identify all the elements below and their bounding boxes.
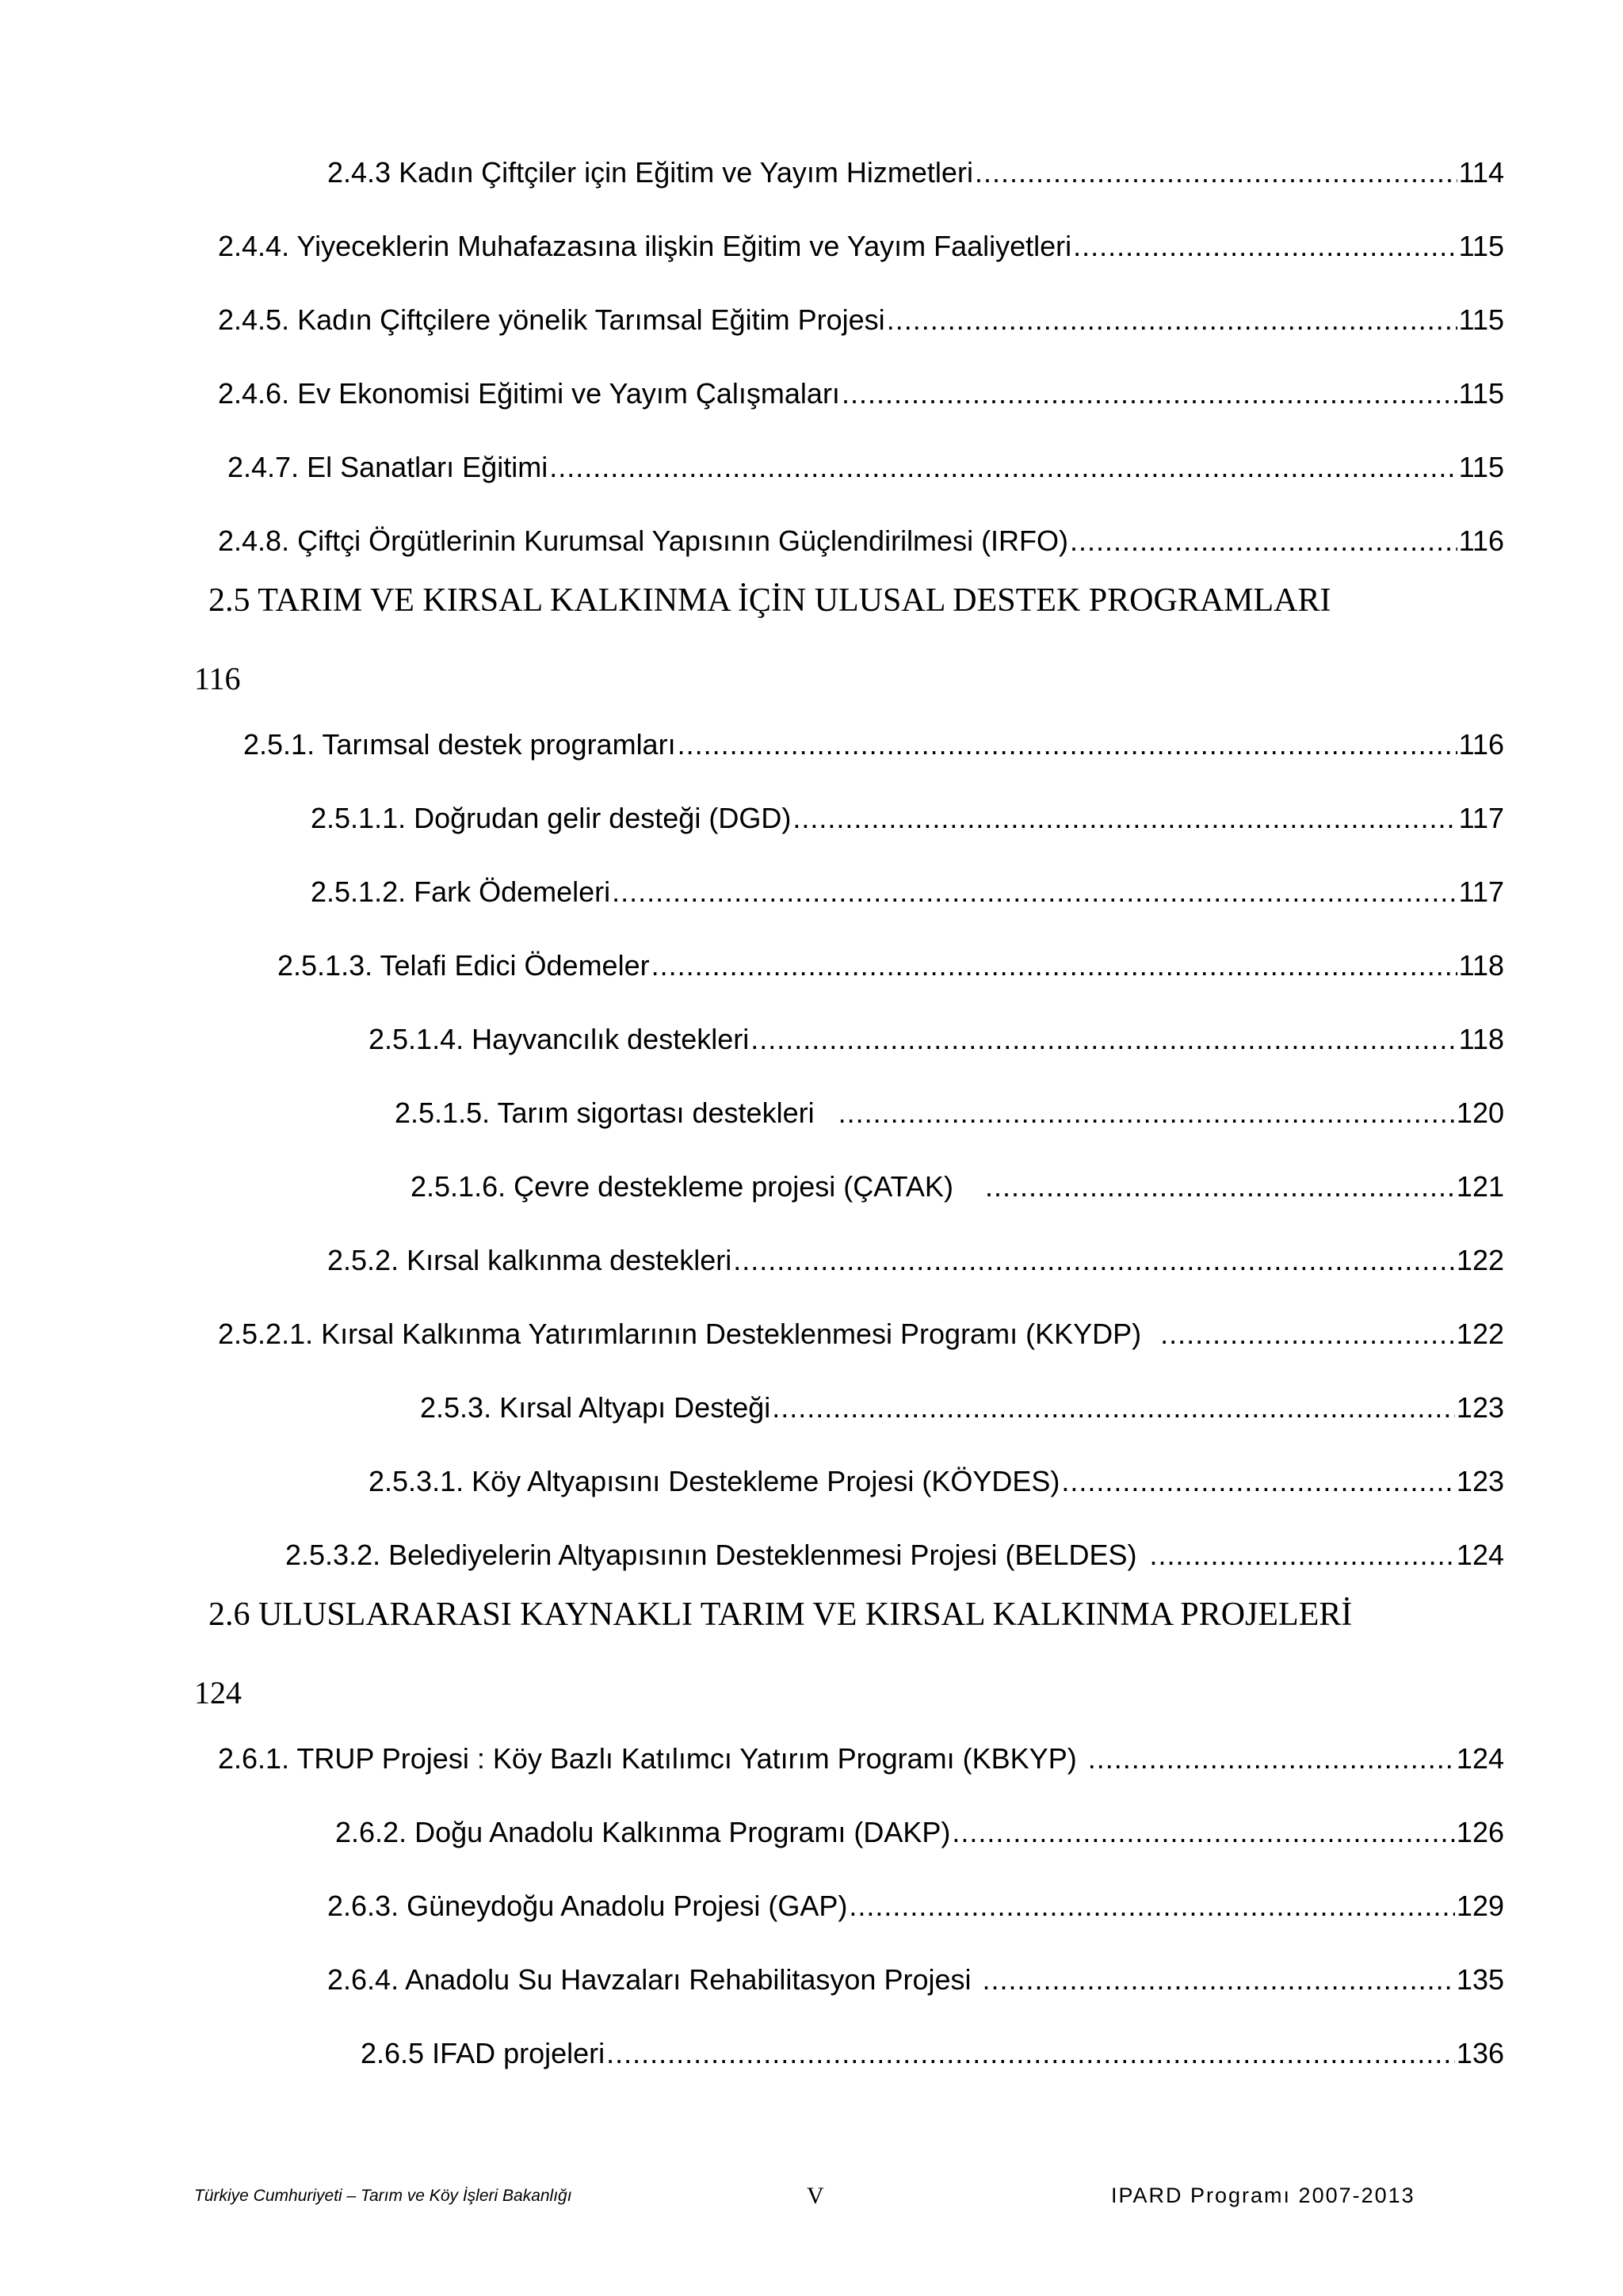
toc-entry-2-6-4[interactable] — [327, 1960, 1504, 2000]
toc-page-number: 129 — [1456, 1890, 1504, 1922]
toc-entry-text: 2.5.1.1. Doğrudan gelir desteği (DGD) — [311, 802, 792, 834]
toc-entry-text: 2.5.1.5. Tarım sigortası destekleri — [395, 1097, 815, 1129]
toc-page-number: 122 — [1456, 1244, 1504, 1276]
toc-page-number: 120 — [1456, 1097, 1504, 1129]
toc-entry-2-4-8[interactable] — [218, 521, 1504, 561]
toc-entry-text: 2.4.6. Ev Ekonomisi Eğitimi ve Yayım Çalışmaları — [218, 377, 840, 410]
toc-entry-2-5-1-2[interactable] — [311, 872, 1504, 912]
dot-leader — [772, 1388, 1455, 1428]
toc-entry-text: 2.4.3 Kadın Çiftçiler için Eğitim ve Yayım Hizmetleri — [327, 156, 973, 189]
dot-leader — [606, 2034, 1455, 2073]
toc-page-number: 115 — [1458, 230, 1504, 262]
toc-page-number: 121 — [1456, 1170, 1504, 1203]
toc-page-number: 126 — [1456, 1816, 1504, 1848]
dot-leader — [1073, 227, 1457, 266]
toc-page-number: 117 — [1458, 875, 1504, 908]
dot-leader — [842, 374, 1457, 414]
dot-leader — [849, 1886, 1455, 1926]
toc-page-number: 115 — [1458, 451, 1504, 483]
dot-leader — [1150, 1535, 1455, 1575]
toc-entry-text: 2.5.2.1. Kırsal Kalkınma Yatırımlarının Desteklenmesi Programı (KKYDP) — [218, 1318, 1142, 1350]
dot-leader — [651, 946, 1457, 986]
toc-entry-text: 2.5.2. Kırsal kalkınma destekleri — [327, 1244, 732, 1276]
dot-leader — [549, 448, 1457, 487]
toc-entry-2-4-6[interactable] — [218, 374, 1504, 414]
toc-page-number: 118 — [1458, 949, 1504, 982]
dot-leader — [887, 300, 1457, 340]
dot-leader — [678, 725, 1457, 765]
toc-page-number: 122 — [1456, 1318, 1504, 1350]
toc-page-number: 123 — [1456, 1391, 1504, 1424]
dot-leader — [838, 1093, 1455, 1133]
dot-leader — [1061, 1462, 1455, 1501]
dot-leader — [982, 1960, 1454, 2000]
toc-page-number: 136 — [1456, 2037, 1504, 2069]
toc-page-number: 116 — [1458, 524, 1504, 557]
toc-entry-2-5-3-1[interactable] — [369, 1462, 1504, 1501]
toc-entry-text: 2.5.1.6. Çevre destekleme projesi (ÇATAK) — [411, 1170, 953, 1203]
toc-entry-text: 2.4.4. Yiyeceklerin Muhafazasına ilişkin Eğitim ve Yayım Faaliyetleri — [218, 230, 1072, 262]
dot-leader — [985, 1167, 1455, 1207]
dot-leader — [792, 799, 1457, 838]
toc-entry-text: 2.4.7. El Sanatları Eğitimi — [227, 451, 548, 483]
section-page-number: 124 — [194, 1675, 242, 1711]
toc-page-number: 114 — [1458, 156, 1504, 189]
dot-leader — [750, 1020, 1457, 1059]
section-heading-2-5[interactable]: 2.5 TARIM VE KIRSAL KALKINMA İÇİN ULUSAL DESTEK PROGRAMLARI — [208, 582, 1331, 619]
footer-page-number: V — [807, 2183, 824, 2209]
dot-leader — [1160, 1314, 1455, 1354]
dot-leader — [733, 1241, 1455, 1280]
toc-entry-2-6-5[interactable] — [361, 2034, 1504, 2073]
toc-page-number: 124 — [1456, 1539, 1504, 1571]
toc-page-number: 116 — [1458, 728, 1504, 761]
toc-entry-2-6-3[interactable] — [327, 1886, 1504, 1926]
toc-entry-text: 2.6.4. Anadolu Su Havzaları Rehabilitasyon Projesi — [327, 1963, 972, 1996]
toc-page-number: 124 — [1456, 1742, 1504, 1775]
toc-entry-2-5-1[interactable] — [243, 725, 1504, 765]
toc-page-number: 115 — [1458, 303, 1504, 336]
toc-entry-text: 2.5.1.2. Fark Ödemeleri — [311, 875, 611, 908]
dot-leader — [952, 1813, 1455, 1852]
toc-entry-2-6-2[interactable] — [335, 1813, 1504, 1852]
toc-page-number: 118 — [1458, 1023, 1504, 1055]
toc-entry-text: 2.5.1.3. Telafi Edici Ödemeler — [277, 949, 650, 982]
toc-entry-2-5-1-6[interactable] — [411, 1167, 1504, 1207]
toc-entry-text: 2.4.5. Kadın Çiftçilere yönelik Tarımsal Eğitim Projesi — [218, 303, 885, 336]
toc-page-number: 123 — [1456, 1465, 1504, 1497]
toc-entry-2-4-7[interactable] — [227, 448, 1504, 487]
footer-ministry-name: Türkiye Cumhuriyeti – Tarım ve Köy İşleri Bakanlığı — [194, 2187, 572, 2205]
toc-entry-2-5-2[interactable] — [327, 1241, 1504, 1280]
toc-entry-text: 2.6.1. TRUP Projesi : Köy Bazlı Katılımcı Yatırım Programı (KBKYP) — [218, 1742, 1077, 1775]
toc-page-number: 117 — [1458, 802, 1504, 834]
dot-leader — [1088, 1739, 1455, 1779]
toc-entry-2-4-3[interactable] — [327, 153, 1504, 193]
toc-entry-2-5-2-1[interactable] — [218, 1314, 1504, 1354]
toc-entry-2-6-1[interactable] — [218, 1739, 1504, 1779]
toc-entry-text: 2.4.8. Çiftçi Örgütlerinin Kurumsal Yapısının Güçlendirilmesi (IRFO) — [218, 524, 1069, 557]
section-heading-2-6[interactable]: 2.6 ULUSLARARASI KAYNAKLI TARIM VE KIRSAL KALKINMA PROJELERİ — [208, 1596, 1353, 1633]
toc-entry-text: 2.6.3. Güneydoğu Anadolu Projesi (GAP) — [327, 1890, 848, 1922]
toc-page-number: 135 — [1456, 1963, 1504, 1996]
toc-entry-text: 2.5.1.4. Hayvancılık destekleri — [369, 1023, 750, 1055]
toc-entry-2-4-5[interactable] — [218, 300, 1504, 340]
toc-entry-text: 2.6.5 IFAD projeleri — [361, 2037, 605, 2069]
section-page-number: 116 — [194, 661, 241, 696]
footer-program-name: IPARD Programı 2007-2013 — [1111, 2183, 1415, 2207]
toc-entry-2-4-4[interactable] — [218, 227, 1504, 266]
toc-entry-2-5-1-1[interactable] — [311, 799, 1504, 838]
toc-entry-2-5-3-2[interactable] — [285, 1535, 1504, 1575]
toc-entry-text: 2.5.3. Kırsal Altyapı Desteği — [420, 1391, 771, 1424]
dot-leader — [975, 153, 1457, 193]
toc-page-number: 115 — [1458, 377, 1504, 410]
dot-leader — [1070, 521, 1457, 561]
toc-entry-text: 2.5.3.1. Köy Altyapısını Destekleme Projesi (KÖYDES) — [369, 1465, 1060, 1497]
toc-entry-text: 2.6.2. Doğu Anadolu Kalkınma Programı (DAKP) — [335, 1816, 951, 1848]
toc-entry-text: 2.5.3.2. Belediyelerin Altyapısının Desteklenmesi Projesi (BELDES) — [285, 1539, 1137, 1571]
dot-leader — [612, 872, 1457, 912]
toc-entry-2-5-1-3[interactable] — [277, 946, 1504, 986]
toc-entry-2-5-1-4[interactable] — [369, 1020, 1504, 1059]
toc-entry-text: 2.5.1. Tarımsal destek programları — [243, 728, 676, 761]
toc-entry-2-5-3[interactable] — [420, 1388, 1504, 1428]
toc-entry-2-5-1-5[interactable] — [395, 1093, 1504, 1133]
